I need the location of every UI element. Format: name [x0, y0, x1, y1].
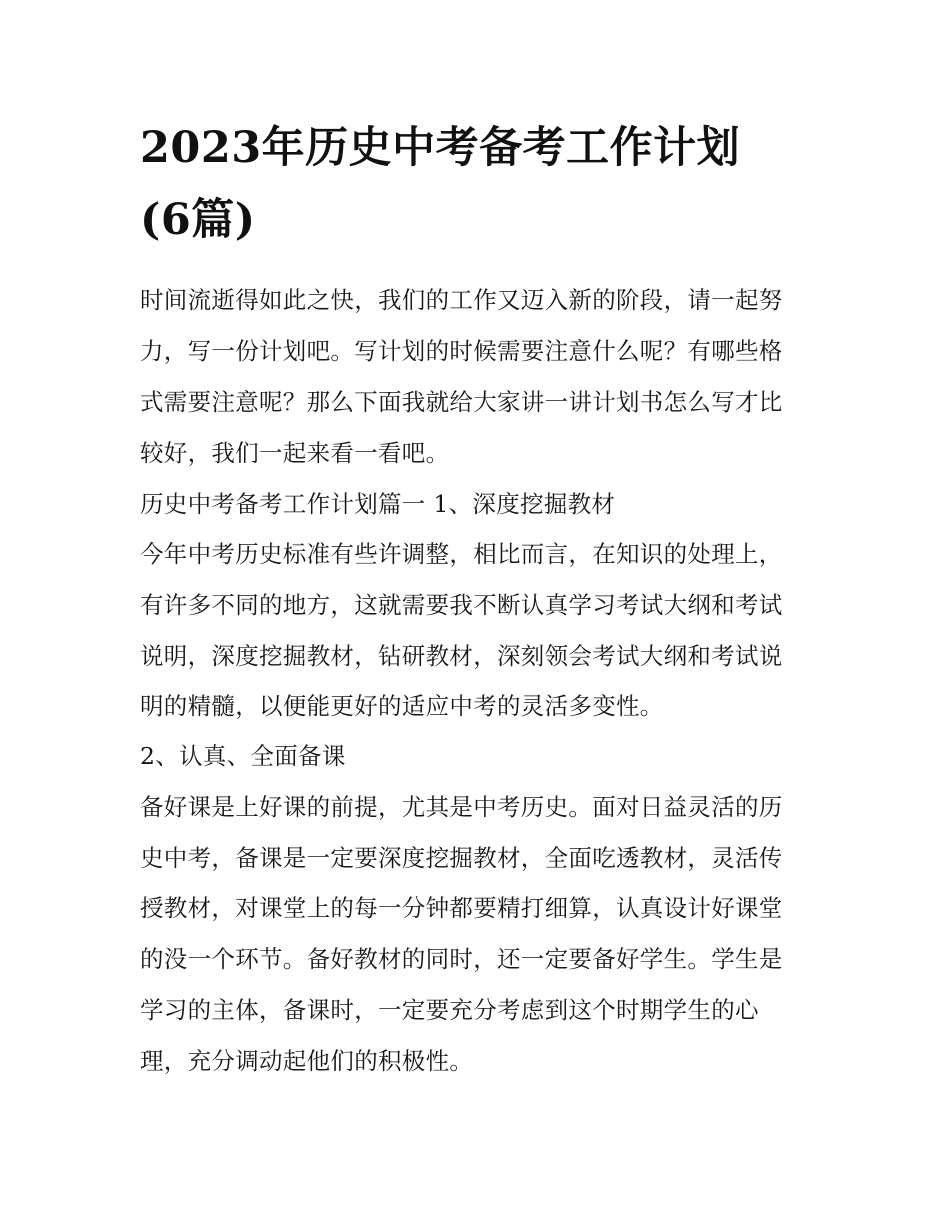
section2-line-1: 备好课是上好课的前提，尤其是中考历史。面对日益灵活的历: [140, 793, 783, 821]
section2-line-3: 授教材，对课堂上的每一分钟都要精打细算，认真设计好课堂: [140, 894, 783, 922]
section2-line-5: 学习的主体，备课时，一定要充分考虑到这个时期学生的心: [140, 996, 759, 1024]
section1-line-3: 说明，深度挖掘教材，钻研教材，深刻领会考试大纲和考试说: [140, 642, 783, 670]
section-heading-2: 2、认真、全面备课: [140, 742, 346, 770]
intro-line-3: 式需要注意呢？那么下面我就给大家讲一讲计划书怎么写才比: [140, 388, 783, 416]
intro-line-2: 力，写一份计划吧。写计划的时候需要注意什么呢？有哪些格: [140, 337, 783, 365]
document-title: [140, 112, 820, 256]
section1-line-4: 明的精髓，以便能更好的适应中考的灵活多变性。: [140, 692, 664, 720]
intro-line-1: 时间流逝得如此之快，我们的工作又迈入新的阶段，请一起努: [140, 286, 783, 314]
document-title-line-2: (6篇): [140, 195, 256, 245]
intro-line-4: 较好，我们一起来看一看吧。: [140, 439, 450, 467]
section-heading-1: 历史中考备考工作计划篇一 1、深度挖掘教材: [140, 490, 616, 518]
section2-line-2: 史中考，备课是一定要深度挖掘教材，全面吃透教材，灵活传: [140, 844, 783, 872]
section2-line-4: 的没一个环节。备好教材的同时，还一定要备好学生。学生是: [140, 945, 783, 973]
section2-line-6: 理，充分调动起他们的积极性。: [140, 1047, 474, 1075]
document-title-line-1: 2023年历史中考备考工作计划: [140, 123, 741, 173]
section1-line-2: 有许多不同的地方，这就需要我不断认真学习考试大纲和考试: [140, 591, 783, 619]
section1-line-1: 今年中考历史标准有些许调整，相比而言，在知识的处理上，: [140, 540, 783, 568]
